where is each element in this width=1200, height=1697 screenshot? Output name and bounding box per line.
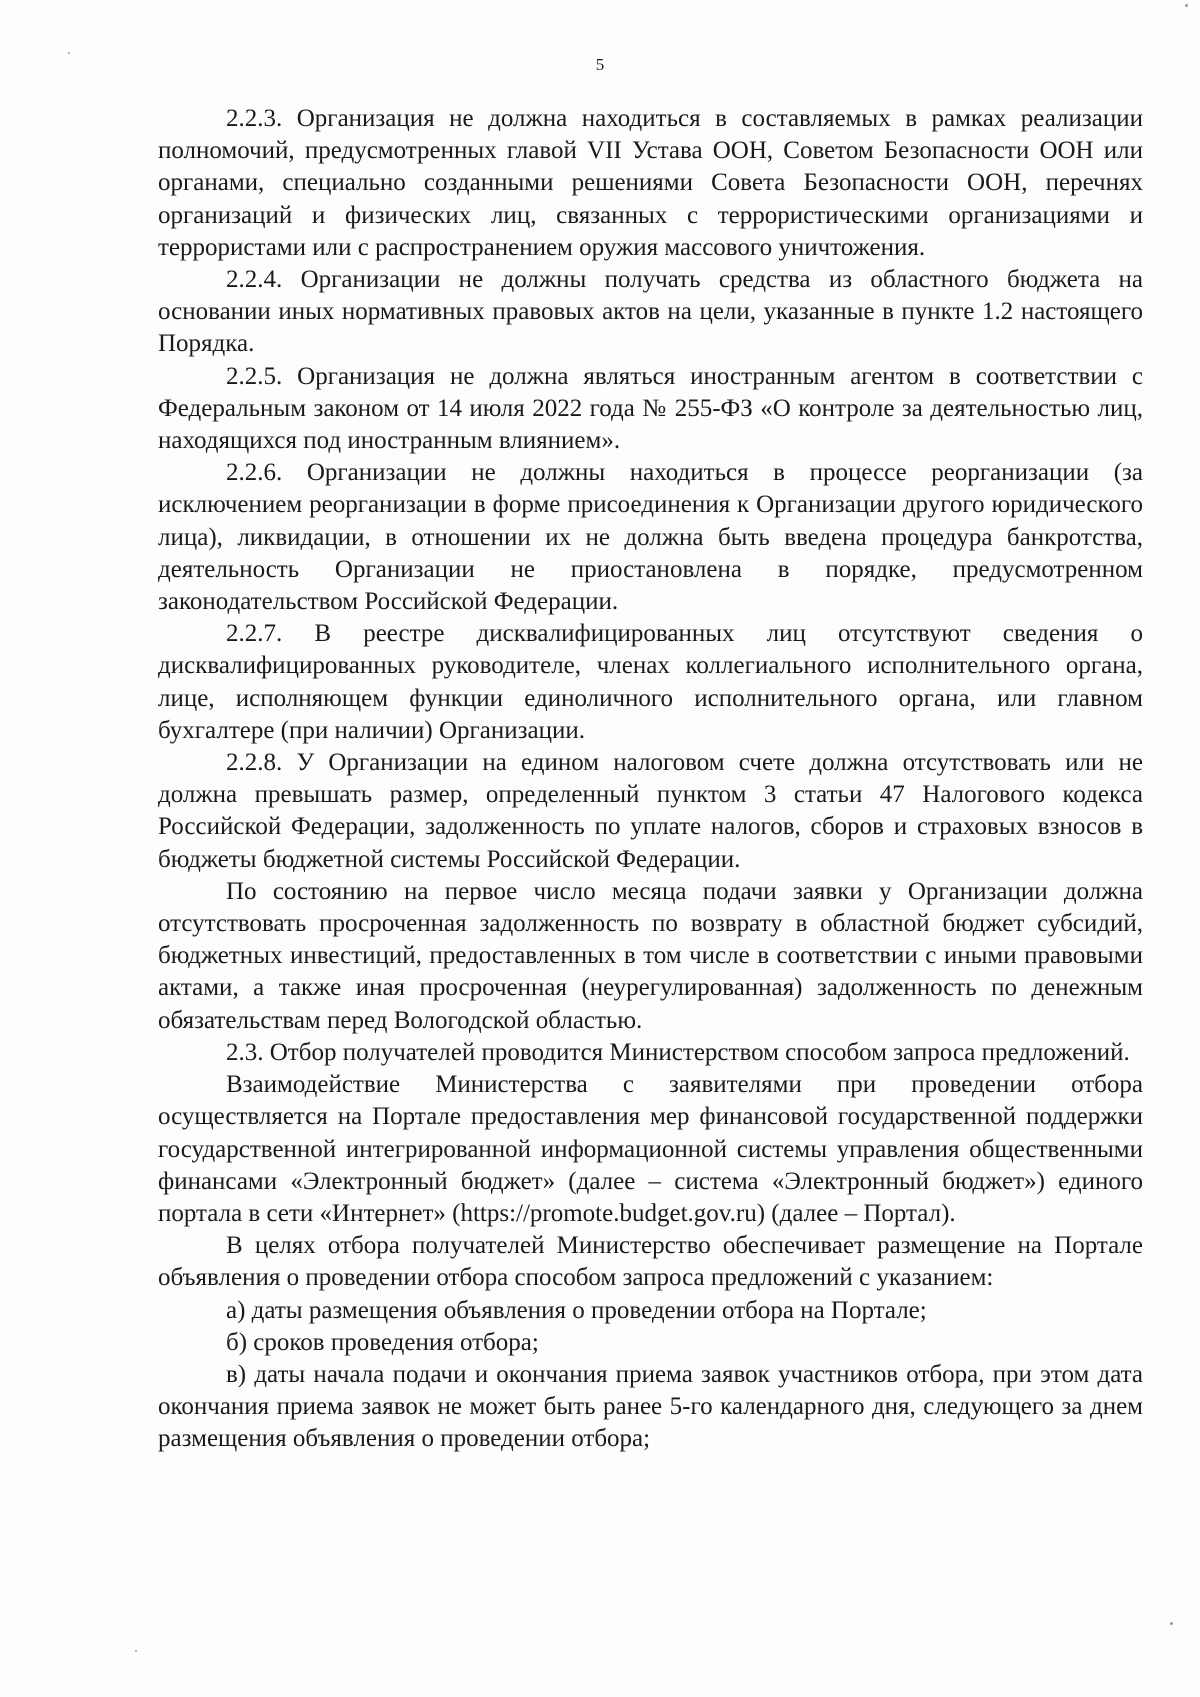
paragraph-2-2-4: 2.2.4. Организации не должны получать средства из областного бюджета на основании иных нормативных правовых актов на цели, указанные в пункте 1.2 настоящего Порядка. <box>158 266 1143 358</box>
paragraph-2-2-5: 2.2.5. Организация не должна являться иностранным агентом в соответствии с Федеральным законом от 14 июля 2022 года № 255-ФЗ «О контроле за деятельностью лиц, находящихся под иностранным влиянием». <box>158 362 1143 455</box>
paragraph-2-2-6: 2.2.6. Организации не должны находиться в процессе реорганизации (за исключением реорганизации в форме присоединения к Организации другого юридического лица), ликвидации, в отношении их не должна быть введена процедура банкротства, деятельность Организации не приостановлена в порядке, предусмотренном законодательством Российской Федерации. <box>158 459 1143 616</box>
document-body <box>158 103 1143 1456</box>
list-item-a: а) даты размещения объявления о проведении отбора на Портале; <box>226 1296 927 1324</box>
paragraph-2-3: 2.3. Отбор получателей проводится Министерством способом запроса предложений. <box>226 1038 1130 1066</box>
page-number: 5 <box>595 55 605 74</box>
paragraph-2-2-8: 2.2.8. У Организации на едином налоговом счете должна отсутствовать или не должна превышать размер, определенный пунктом 3 статьи 47 Налогового кодекса Российской Федерации, задолженность по уплате налогов, сборов и страховых взносов в бюджеты бюджетной системы Российской Федерации. <box>158 749 1143 873</box>
scan-speck <box>1170 1622 1173 1625</box>
list-item-b: б) сроков проведения отбора; <box>226 1328 539 1356</box>
scan-speck <box>1185 4 1188 7</box>
paragraph-portal-interaction: Взаимодействие Министерства с заявителями при проведении отбора осуществляется на Портале предоставления мер финансовой государственной поддержки государственной интегрированной информационной системы управления общественными финансами «Электронный бюджет» (далее – система «Электронный бюджет») единого портала в сети «Интернет» (https://promote.budget.gov.ru) (далее – Портал). <box>158 1071 1143 1227</box>
paragraph-2-2-3: 2.2.3. Организация не должна находиться в составляемых в рамках реализации полномочий, предусмотренных главой VII Устава ООН, Советом Безопасности ООН или органами, специально созданными решениями Совета Безопасности ООН, перечнях организаций и физических лиц, связанных с террористическими организациями и террористами или с распространением оружия массового уничтожения. <box>158 105 1143 261</box>
paragraph-2-2-7: 2.2.7. В реестре дисквалифицированных лиц отсутствуют сведения о дисквалифицированных руководителе, членах коллегиального исполнительного органа, лице, исполняющем функции единоличного исполнительного органа, или главном бухгалтере (при наличии) Организации. <box>158 620 1143 744</box>
paragraph-debt-status: По состоянию на первое число месяца подачи заявки у Организации должна отсутствовать просроченная задолженность по возврату в областной бюджет субсидий, бюджетных инвестиций, предоставленных в том числе в соответствии с иными правовыми актами, а также иная просроченная (неурегулированная) задолженность по денежным обязательствам перед Вологодской областью. <box>158 877 1143 1034</box>
list-item-v: в) даты начала подачи и окончания приема заявок участников отбора, при этом дата окончания приема заявок не может быть ранее 5-го календарного дня, следующего за днем размещения объявления о проведении отбора; <box>158 1360 1143 1453</box>
scan-speck <box>68 52 70 54</box>
paragraph-announcement: В целях отбора получателей Министерство обеспечивает размещение на Портале объявления о проведении отбора способом запроса предложений с указанием: <box>158 1232 1143 1292</box>
scan-speck <box>135 1650 137 1652</box>
